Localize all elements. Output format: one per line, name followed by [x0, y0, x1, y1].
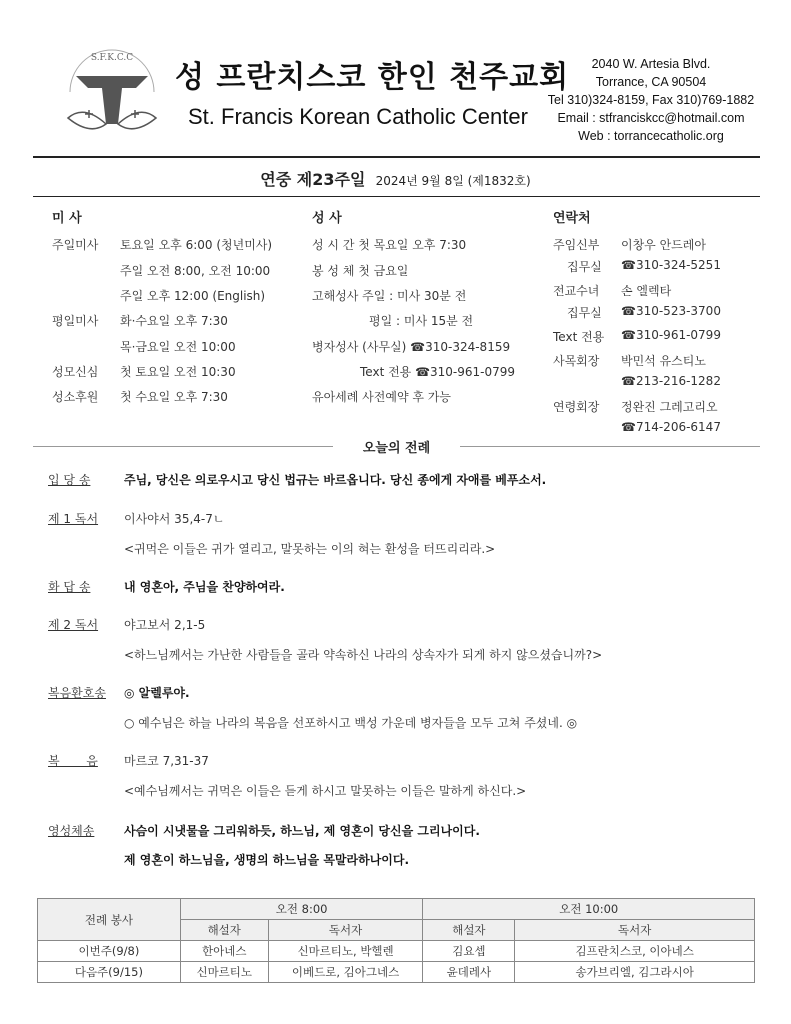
- address-street: 2040 W. Artesia Blvd.: [591, 57, 711, 71]
- contact-phone: ☎310-324-5251: [621, 258, 721, 272]
- narrator-cell: 신마르티노: [180, 962, 268, 983]
- sacrament-item: 고해성사 주일 : 미사 30분 전: [312, 289, 467, 303]
- sacrament-item: 봉 성 체 첫 금요일: [312, 264, 409, 278]
- contact-phone: ☎714-206-6147: [621, 420, 721, 434]
- address-web: Web : torrancecatholic.org: [578, 129, 724, 143]
- header-divider: [33, 156, 760, 158]
- first-reading-label: 제 1 독서: [48, 512, 99, 526]
- reader-header: 독서자: [268, 920, 423, 941]
- mass-time: 주일 오전 8:00, 오전 10:00: [120, 264, 271, 278]
- logo-text: S.F.K.C.C: [90, 53, 134, 63]
- communion-label: 영성체송: [48, 824, 95, 838]
- church-logo: [62, 44, 162, 144]
- table-corner: 전례 봉사: [38, 899, 181, 941]
- week-cell: 다음주(9/15): [38, 962, 181, 983]
- contact-label: 주임신부: [553, 238, 600, 252]
- sacrament-item: 성 시 간 첫 목요일 오후 7:30: [312, 238, 467, 252]
- gospel-ref: 마르코 7,31-37: [124, 754, 209, 768]
- church-name-korean: 성 프란치스코 한인 천주교회: [175, 60, 570, 95]
- contact-label: 연령회장: [553, 400, 600, 414]
- reader-cell: 송가브리엘, 김그라시아: [515, 962, 755, 983]
- contact-label: Text 전용: [553, 330, 605, 344]
- contact-label: 전교수녀: [553, 284, 600, 298]
- contact-label: 집무실: [567, 306, 602, 320]
- sunday-heading: [0, 167, 791, 190]
- contact-phone: ☎213-216-1282: [621, 374, 721, 388]
- sacrament-item: 평일 : 미사 15분 전: [369, 314, 474, 328]
- reader-cell: 이베드로, 김아그네스: [268, 962, 423, 983]
- contact-heading: 연락처: [553, 211, 591, 226]
- mass-time: 첫 토요일 오전 10:30: [120, 365, 236, 379]
- contact-label: 사목회장: [553, 354, 600, 368]
- alleluia-label: 복음환호송: [48, 686, 106, 700]
- communion-antiphon-line2: 제 영혼이 하느님을, 생명의 하느님을 목말라하나이다.: [124, 853, 410, 867]
- contact-phone: ☎310-961-0799: [621, 328, 721, 342]
- reader-cell: 김프란치스코, 이아네스: [515, 941, 755, 962]
- sacraments-heading: 성 사: [312, 211, 342, 226]
- reader-cell: 신마르티노, 박헬렌: [268, 941, 423, 962]
- mass-time: 목·금요일 오전 10:00: [120, 340, 236, 354]
- narrator-cell: 윤데레사: [423, 962, 515, 983]
- sunday-title: 연중 제23주일: [260, 170, 366, 189]
- liturgy-section-header: [33, 437, 760, 457]
- psalm-label: 화 답 송: [48, 580, 91, 594]
- mass-heading: 미 사: [52, 211, 82, 226]
- gospel-label: 복 음: [48, 754, 98, 768]
- contact-value: 박민석 유스티노: [621, 354, 706, 368]
- sunday-divider: [33, 196, 760, 197]
- mass-time: 토요일 오후 6:00 (청년미사): [120, 238, 273, 252]
- narrator-cell: 김요셉: [423, 941, 515, 962]
- sacrament-item: 유아세례 사전예약 후 가능: [312, 390, 451, 404]
- liturgy-service-table: [37, 898, 755, 983]
- alleluia-acclamation: ◎ 알렐루야.: [124, 686, 190, 700]
- first-reading-ref: 이사야서 35,4-7ㄴ: [124, 512, 225, 526]
- table-row: [38, 962, 755, 983]
- narrator-header: 해설자: [423, 920, 515, 941]
- narrator-header: 해설자: [180, 920, 268, 941]
- table-row: [38, 941, 755, 962]
- first-reading-summary: <귀먹은 이들은 귀가 열리고, 말못하는 이의 혀는 환성을 터뜨리리라.>: [124, 542, 496, 556]
- address-phone: Tel 310)324-8159, Fax 310)769-1882: [547, 93, 755, 107]
- week-cell: 이번주(9/8): [38, 941, 181, 962]
- communion-antiphon-line1: 사슴이 시냇물을 그리워하듯, 하느님, 제 영혼이 당신을 그리나이다.: [124, 824, 480, 838]
- contact-phone: ☎310-523-3700: [621, 304, 721, 318]
- mass-label: 주일미사: [52, 238, 99, 252]
- second-reading-ref: 야고보서 2,1-5: [124, 618, 206, 632]
- liturgy-heading: 오늘의 전례: [353, 441, 440, 456]
- mass2-header: 오전 10:00: [423, 899, 755, 920]
- mass1-header: 오전 8:00: [180, 899, 423, 920]
- mass-time: 화·수요일 오후 7:30: [120, 314, 228, 328]
- gospel-summary: <예수님께서는 귀먹은 이들은 듣게 하시고 말못하는 이들은 말하게 하신다.>: [124, 784, 527, 798]
- address-city: Torrance, CA 90504: [595, 75, 707, 89]
- entrance-label: 입 당 송: [48, 473, 91, 487]
- psalm-response: 내 영혼아, 주님을 찬양하여라.: [124, 580, 285, 594]
- contact-value: 손 엘렉타: [621, 284, 672, 298]
- mass-label: 성소후원: [52, 390, 99, 404]
- alleluia-verse: ○ 예수님은 하늘 나라의 복음을 선포하시고 백성 가운데 병자들을 모두 고쳐 주셨네. ◎: [124, 716, 578, 730]
- mass-time: 주일 오후 12:00 (English): [120, 289, 266, 303]
- mass-label: 성모신심: [52, 365, 99, 379]
- contact-label: 집무실: [567, 260, 602, 274]
- church-name-english: St. Francis Korean Catholic Center: [188, 104, 528, 129]
- sunday-date: 2024년 9월 8일 (제1832호): [375, 174, 531, 188]
- mass-time: 첫 수요일 오후 7:30: [120, 390, 228, 404]
- narrator-cell: 한아네스: [180, 941, 268, 962]
- mass-label: 평일미사: [52, 314, 99, 328]
- sacrament-item: 병자성사 (사무실) ☎310-324-8159: [312, 340, 511, 354]
- address-email: Email : stfranciskcc@hotmail.com: [557, 111, 745, 125]
- second-reading-label: 제 2 독서: [48, 618, 99, 632]
- second-reading-summary: <하느님께서는 가난한 사람들을 골라 약속하신 나라의 상속자가 되게 하지 않으셨습니까?>: [124, 648, 603, 662]
- contact-value: 정완진 그레고리오: [621, 400, 718, 414]
- sacrament-item: Text 전용 ☎310-961-0799: [360, 365, 516, 379]
- contact-value: 이창우 안드레아: [621, 238, 706, 252]
- entrance-antiphon: 주님, 당신은 의로우시고 당신 법규는 바르옵니다. 당신 종에게 자애를 베푸소서.: [124, 473, 547, 487]
- reader-header: 독서자: [515, 920, 755, 941]
- table-header-row: [38, 899, 755, 920]
